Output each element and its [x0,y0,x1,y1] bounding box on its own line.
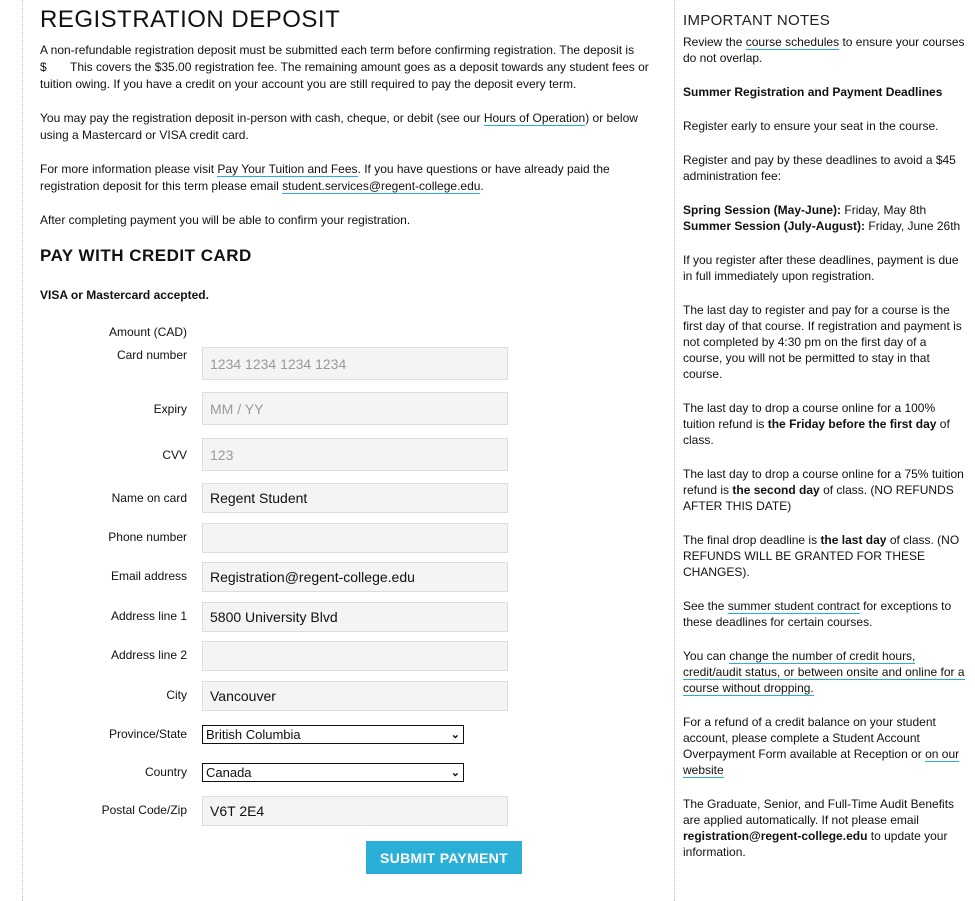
cvv-label: CVV [162,448,187,462]
note-text: You can [683,649,726,663]
city-label: City [166,688,187,702]
note-text: The Graduate, Senior, and Full-Time Audit Benefits are applied automatically. If not please email [683,797,955,827]
country-select[interactable] [202,763,464,782]
note-summer-contract [683,598,968,630]
address-line-2-label: Address line 2 [110,648,187,662]
payment-text: You may pay the registration deposit in-person with cash, cheque, or debit (see our [40,111,481,125]
hours-of-operation-link[interactable]: Hours of Operation [483,111,586,125]
phone-number-input[interactable] [202,523,508,553]
payment-text-cont: ) or below using a Mastercard or VISA credit card. [40,111,638,142]
note-text: for exceptions to these deadlines for certain courses. [683,599,952,629]
address-line-2-input[interactable] [202,641,508,671]
note-75-refund [683,466,968,514]
cvv-input[interactable] [202,438,508,471]
summer-student-contract-link[interactable]: summer student contract [727,599,860,613]
course-schedules-link[interactable]: course schedules [745,35,840,49]
name-on-card-label: Name on card [111,491,187,505]
note-session-dates [683,202,968,234]
note-text: The last day to drop a course online for a 100% tuition refund is [683,401,936,431]
province-state-value: British Columbia [206,727,301,742]
postal-code-label: Postal Code/Zip [101,803,187,817]
note-text: of class. (NO REFUNDS AFTER THIS DATE) [683,483,954,513]
note-emphasis: the second day [732,483,820,497]
intro-text: A non-refundable registration deposit must be submitted each term before confirming registration. The deposit is [40,43,635,57]
province-state-label: Province/State [108,727,187,741]
note-admin-fee: Register and pay by these deadlines to avoid a $45 administration fee: [683,153,956,183]
note-refund-balance [683,714,968,778]
country-label: Country [144,765,187,779]
spring-session-label: Spring Session (May-June): [683,203,842,217]
province-state-select[interactable] [202,725,464,744]
summer-session-date: Friday, June 26th [868,219,961,233]
card-number-input[interactable] [202,347,508,380]
email-address-label: Email address [110,569,187,583]
main-content [40,0,650,866]
info-text: For more information please visit [40,162,215,176]
note-text: of class. (NO REFUNDS WILL BE GRANTED FOR THESE CHANGES). [683,533,960,579]
page-title: REGISTRATION DEPOSIT [40,6,341,33]
card-number-label: Card number [116,348,187,362]
intro-paragraph-payment [40,110,650,144]
cards-accepted-note: VISA or Mastercard accepted. [40,288,209,302]
name-on-card-input[interactable] [202,483,508,513]
note-text: to update your information. [683,829,948,859]
change-credit-hours-link[interactable]: change the number of credit hours, credit/audit status, or between onsite and online for a course without dropping. [683,649,965,695]
student-services-email-link[interactable]: student.services@regent-college.edu [282,179,481,193]
phone-number-label: Phone number [108,530,187,544]
note-text: The last day to drop a course online for a 75% tuition refund is [683,467,964,497]
address-line-1-label: Address line 1 [110,609,187,623]
note-text: For a refund of a credit balance on your student account, please complete a Student Account Overpayment Form available at Reception or [683,715,936,761]
chevron-down-icon: ⌄ [450,767,460,779]
note-text: The final drop deadline is [683,533,818,547]
submit-payment-button[interactable]: SUBMIT PAYMENT [366,841,522,874]
note-audit-benefits [683,796,968,860]
note-final-drop [683,532,968,580]
intro-paragraph-deposit [40,42,650,93]
note-schedules [683,34,968,66]
intro-text-cont: This covers the $35.00 registration fee. The remaining amount goes as a deposit towards any student fees or tuition owing. If you have a credit on your account you are still required to pay the deposit every term. [40,60,649,91]
summer-session-label: Summer Session (July-August): [683,219,866,233]
note-text: of class. [683,417,950,447]
note-change-credit [683,648,968,696]
info-text-end: . [480,179,484,193]
deposit-amount: $ [40,60,47,74]
note-text: to ensure your courses do not overlap. [683,35,965,65]
expiry-input[interactable] [202,392,508,425]
note-register-early: Register early to ensure your seat in the course. [683,119,939,133]
note-deadlines-heading: Summer Registration and Payment Deadlines [683,85,943,99]
intro-paragraph-confirm: After completing payment you will be able to confirm your registration. [40,213,411,227]
note-emphasis: the Friday before the first day [767,417,937,431]
chevron-down-icon: ⌄ [450,729,460,741]
left-divider [22,0,23,901]
note-emphasis: the last day [820,533,887,547]
note-late-registration: If you register after these deadlines, payment is due in full immediately upon registration. [683,253,959,283]
section-title: PAY WITH CREDIT CARD [40,246,252,265]
city-input[interactable] [202,681,508,711]
amount-label: Amount (CAD) [108,325,187,339]
email-address-input[interactable] [202,562,508,592]
note-last-day-register: The last day to register and pay for a course is the first day of that course. If registration and payment is not completed by 4:30 pm on the first day of a course, you will not be permitted to stay in that course. [683,303,962,381]
important-notes-sidebar [683,0,968,878]
spring-session-date: Friday, May 8th [844,203,927,217]
on-our-website-link[interactable]: on our website [683,747,960,777]
country-value: Canada [206,765,252,780]
expiry-label: Expiry [153,402,187,416]
note-100-refund [683,400,968,448]
sidebar-title: IMPORTANT NOTES [683,12,831,29]
address-line-1-input[interactable] [202,602,508,632]
note-text: See the [683,599,725,613]
sidebar-divider [674,0,675,901]
pay-tuition-link[interactable]: Pay Your Tuition and Fees [217,162,358,176]
intro-paragraph-info [40,161,650,195]
postal-code-input[interactable] [202,796,508,826]
info-text-cont: . If you have questions or have already paid the registration deposit for this term please email [40,162,610,193]
registration-email: registration@regent-college.edu [683,829,868,843]
note-text: Review the [683,35,743,49]
